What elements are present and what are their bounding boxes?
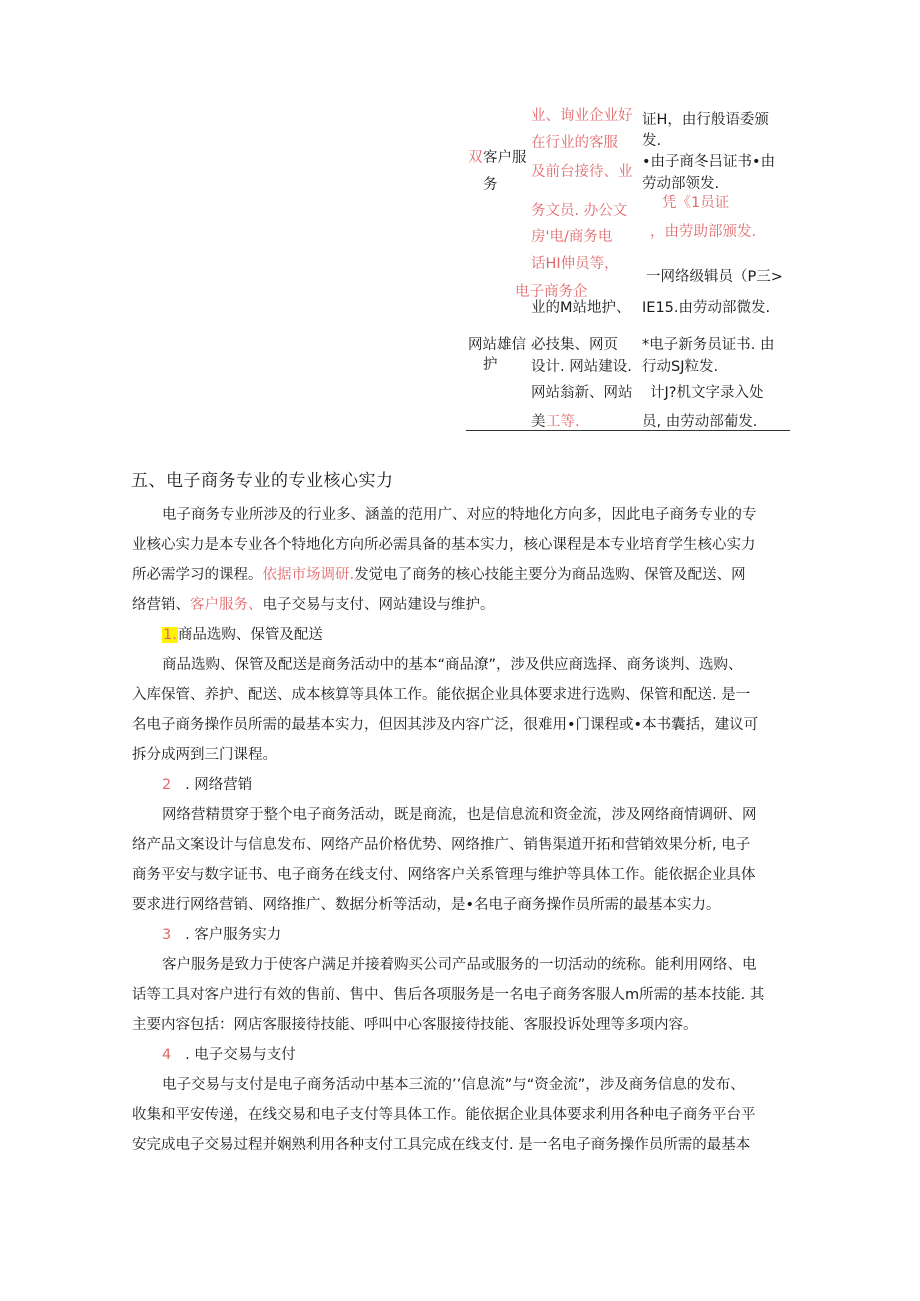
table-cell: 发. — [642, 133, 662, 149]
item-heading — [162, 920, 802, 950]
table-cell: 务文员. 办公文 — [531, 203, 628, 219]
table-cell: 护 — [483, 357, 498, 373]
section-heading: 五、电子商务专业的专业核心实力 — [131, 471, 394, 491]
intro-text-highlight: 依据市场调研. — [262, 567, 355, 583]
table-cell: 一网络级辑员（P三> — [646, 269, 783, 285]
item-line: 要求进行网络营销、网络推广、数据分析等活动，是•名电子商务操作员所需的最基本实力。 — [132, 897, 721, 913]
item-line: 名电子商务操作员所需的最基本实力，但因其涉及内容广泛，很难用•门课程或•本书囊括，建议可 — [132, 717, 759, 733]
intro-text: 发觉电了商务的核心技能主要分为商品选购、保管及配送、网 — [354, 567, 746, 583]
table-cell: 及前台接待、业 — [531, 164, 633, 180]
table-cell: 务 — [483, 177, 498, 193]
item-title: . 网络营销 — [185, 777, 253, 793]
item-line: 收集和平安传递，在线交易和电子支付等具体工作。能依据企业具体要求利用各种电子商务平台平 — [132, 1107, 756, 1123]
section-body — [132, 500, 802, 1160]
table-cell: 证H，由行般语委颁 — [642, 112, 769, 128]
table-cell: 行动SJ粒发. — [642, 359, 719, 375]
item-line: 入库保管、养护、配送、成本核算等具体工作。能依据企业具体要求进行选购、保管和配送. 是一 — [132, 687, 751, 703]
table-cell: 计J?机文字录入处 — [650, 385, 764, 401]
item-heading — [162, 620, 802, 650]
table-cell: *电子新务员证书. 由 — [642, 337, 775, 353]
intro-text: 电子交易与支付、网站建设与维护。 — [262, 597, 495, 613]
table-cell: IE15.由劳动部微发. — [642, 300, 771, 316]
item-number: 4 — [162, 1047, 172, 1063]
item-line: 客户服务是致力于使客户满足并接着购买公司产品或服务的一切活动的统称。能利用网络、电 — [162, 957, 757, 973]
table-cell: 房'电/商务电 — [531, 229, 613, 245]
table-cell: ，由劳助部颁发. — [650, 224, 757, 240]
table-cell: 凭《1员证 — [662, 195, 730, 211]
item-line: 商务平安与数字证书、电子商务在线支付、网络客户关系管理与维护等具体工作。能依据企业具体 — [132, 867, 756, 883]
table-cell: 美 — [531, 414, 546, 430]
item-number: 1. — [163, 627, 177, 643]
item-title: . 电子交易与支付 — [185, 1047, 296, 1063]
intro-text-highlight: 客户服务、 — [190, 597, 263, 613]
intro-line — [132, 560, 802, 590]
item-line: 商品选购、保管及配送是商务活动中的基本“商品潦”，涉及供应商选择、商务谈判、选购、 — [162, 657, 743, 673]
table-cell: 设计. 网站建设. — [531, 359, 632, 375]
item-heading — [162, 1040, 802, 1070]
table-cell: 客户服 — [483, 150, 527, 166]
intro-line: 电子商务专业所涉及的行业多、涵盖的范用广、对应的特地化方向多，因此电子商务专业的专 — [162, 507, 757, 523]
table-cell: 在行业的客服 — [531, 135, 618, 151]
table-cell: 业的M站地护、 — [531, 300, 631, 316]
table-cell: 员, 由劳动部葡发. — [642, 414, 758, 430]
intro-text: 络营销、 — [132, 597, 190, 613]
table-cell: 网站雄信 — [468, 337, 526, 353]
item-heading — [162, 770, 802, 800]
item-line: 安完成电子交易过程并娴熟利用各种支付工具完成在线支付. 是一名电子商务操作员所需的最基本 — [132, 1137, 751, 1153]
item-line: 主要内容包括：网店客服接待技能、呼叫中心客服接待技能、客服投诉处理等多项内容。 — [132, 1017, 698, 1033]
table-cell: 必技集、网页 — [531, 337, 618, 353]
item-line: 话等工具对客户进行有效的售前、售中、售后各项服务是一名电子商务客服人m所需的基本技能. 其 — [132, 987, 765, 1003]
table-cell: 话HI伸员等， — [531, 256, 619, 272]
item-number: 3 — [162, 927, 172, 943]
item-line: 电子交易与支付是电子商务活动中基本三流的’’信息流”与“资金流”，涉及商务信息的发布、 — [162, 1077, 745, 1093]
intro-text: 所必需学习的课程。 — [132, 567, 263, 583]
table-cell: 劳动部领发. — [642, 176, 720, 192]
item-line: 拆分成两到三门课程。 — [132, 747, 277, 763]
table-cell: 电子商务企 — [515, 284, 588, 300]
table-cell: 业、询业企业好 — [531, 108, 633, 124]
item-number: 2 — [162, 777, 172, 793]
intro-line: 业核心实力是本专业各个特地化方向所必需具备的基本实力，核心课程是本专业培育学生核心实力 — [132, 537, 756, 553]
table-bottom-rule — [466, 430, 790, 431]
intro-line — [132, 590, 802, 620]
item-title: . 客户服务实力 — [185, 927, 282, 943]
table-cell-clipped: •由子商冬吕证书•由 — [642, 154, 776, 170]
table-cell: 双 — [468, 150, 483, 166]
table-cell: 工等. — [546, 414, 580, 430]
item-title: 商品选购、保管及配送 — [177, 627, 323, 643]
item-line: 网络营精贯穿于整个电子商务活动，既是商流，也是信息流和资金流，涉及网络商情调研、网 — [162, 807, 757, 823]
item-line: 络产品文案设计与信息发布、网络产品价格优势、网络推广、销售渠道开拓和营销效果分析, 电子 — [132, 837, 751, 853]
table-cell: 网站翁新、网站 — [531, 385, 633, 401]
